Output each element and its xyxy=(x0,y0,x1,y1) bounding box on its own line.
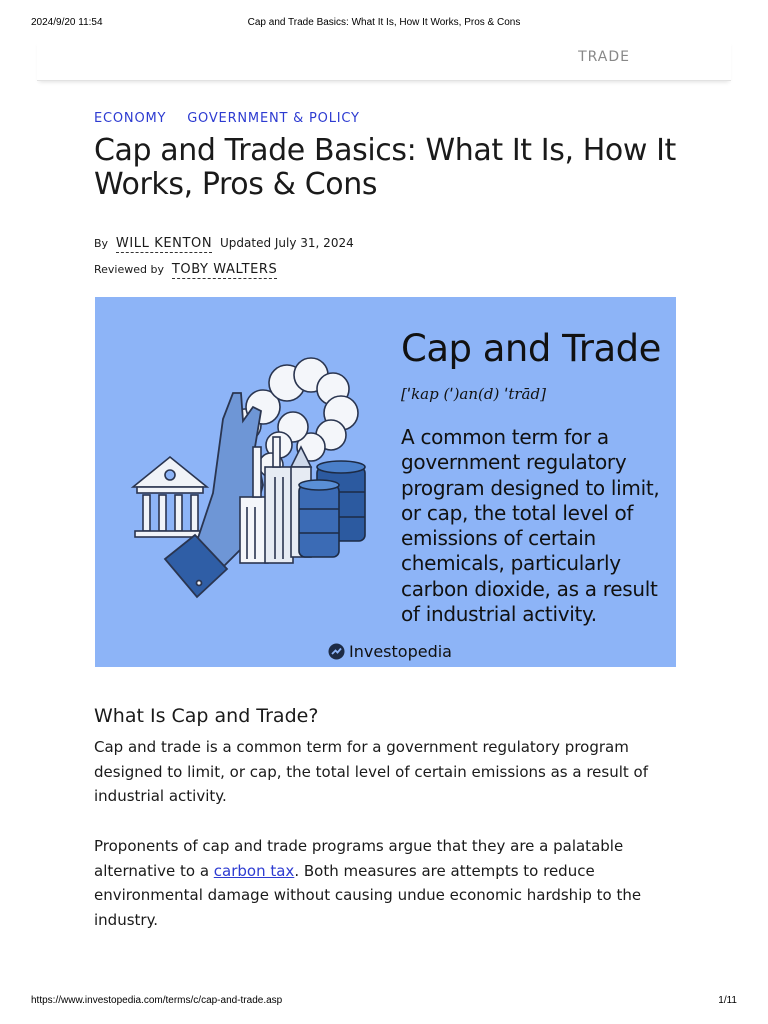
investopedia-logo xyxy=(328,642,452,661)
site-topbar xyxy=(37,40,731,81)
print-datetime: 2024/9/20 11:54 xyxy=(31,17,103,28)
hero-image xyxy=(95,297,676,667)
updated-date: Updated July 31, 2024 xyxy=(220,236,354,250)
breadcrumb-economy[interactable]: ECONOMY xyxy=(94,111,167,126)
nav-link-trade[interactable]: TRADE xyxy=(578,49,630,65)
reviewer-byline xyxy=(94,262,281,277)
print-header xyxy=(0,17,768,31)
investopedia-brand: Investopedia xyxy=(349,642,452,661)
paragraph-text-after: . Both measures are attempts to reduce environmental damage without causing undue economic hardship to the industry. xyxy=(94,861,642,929)
author-link[interactable]: WILL KENTON xyxy=(115,236,213,251)
breadcrumb xyxy=(94,111,376,126)
investopedia-logo-icon xyxy=(328,643,345,660)
factory-hand-illustration xyxy=(95,297,395,667)
by-label: By xyxy=(94,237,109,250)
paragraph-proponents xyxy=(94,834,654,932)
reviewed-by-label: Reviewed by xyxy=(94,263,164,276)
print-footer xyxy=(0,995,768,1009)
print-page-number: 1/11 xyxy=(718,995,737,1006)
hero-definition: A common term for a government regulatory program designed to limit, or cap, the total level of emissions of certain chemicals, particularly carbon dioxide, as a result of industrial activity. xyxy=(401,425,660,627)
section-heading: What Is Cap and Trade? xyxy=(94,705,319,727)
government-building-icon xyxy=(133,457,207,537)
hero-term: Cap and Trade xyxy=(401,327,661,370)
carbon-tax-link[interactable]: carbon tax xyxy=(213,861,295,880)
breadcrumb-government-policy[interactable]: GOVERNMENT & POLICY xyxy=(187,111,360,126)
author-byline xyxy=(94,236,354,251)
article-title: Cap and Trade Basics: What It Is, How It Works, Pros & Cons xyxy=(94,133,676,202)
paragraph-intro: Cap and trade is a common term for a government regulatory program designed to limit, or cap, the total level of certain emissions as a result of industrial activity. xyxy=(94,738,648,806)
print-url: https://www.investopedia.com/terms/c/cap-and-trade.asp xyxy=(31,995,283,1006)
paragraph-text-before: Proponents of cap and trade programs argue that they are a palatable alternative to a xyxy=(94,837,624,880)
hero-pronunciation: [ˈkap (ˈ)an(d) ˈtrād] xyxy=(401,385,546,403)
print-page-title: Cap and Trade Basics: What It Is, How It Works, Pros & Cons xyxy=(247,17,521,28)
reviewer-link[interactable]: TOBY WALTERS xyxy=(171,262,278,277)
